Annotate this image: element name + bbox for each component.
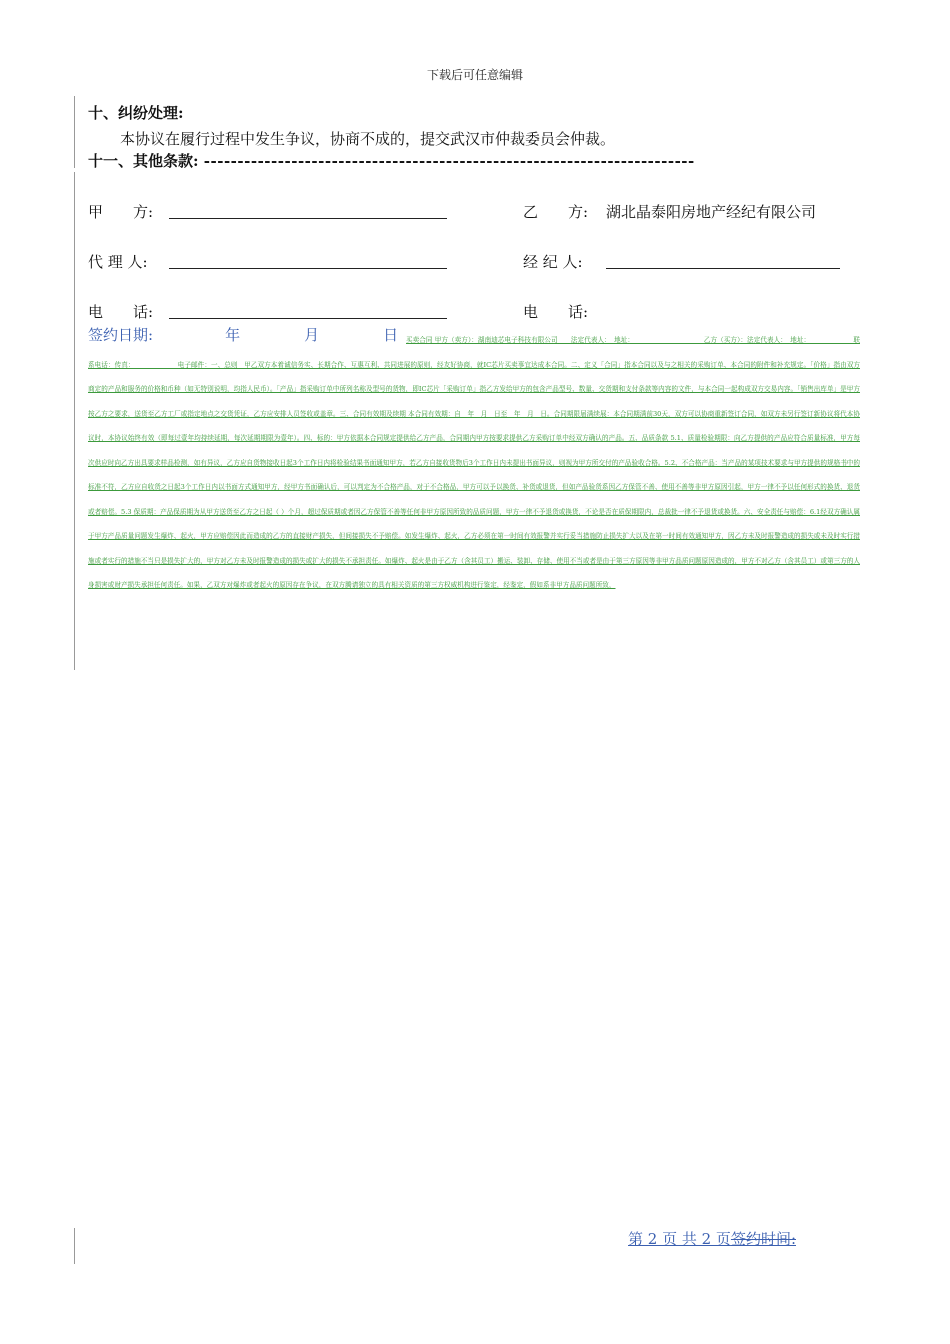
section11-title: 十一、其他条款: <box>88 152 199 170</box>
phone-b-label: 电 话: <box>523 303 589 321</box>
footer-sign-time: 签约时间: <box>730 1230 796 1248</box>
agent-label: 代 理 人: <box>88 253 148 271</box>
header-note: 下载后可任意编辑 <box>426 68 523 82</box>
broker-label: 经 纪 人: <box>523 253 583 271</box>
sign-date-year: 年 <box>225 326 241 344</box>
party-b-value: 湖北晶泰阳房地产经纪有限公司 <box>606 203 817 221</box>
party-b-label: 乙 方: <box>523 203 589 221</box>
section10-title: 十、纠纷处理: <box>88 104 184 122</box>
footer-page-number: 第 2 页 共 2 页 <box>628 1230 731 1248</box>
margin-line-body <box>74 172 75 670</box>
sign-date-month: 月 <box>304 326 320 344</box>
phone-a-label: 电 话: <box>88 303 154 321</box>
sign-date-day: 日 <box>383 326 399 344</box>
margin-line-top <box>74 96 75 168</box>
agent-signature-line[interactable] <box>169 254 447 269</box>
margin-line-footer <box>74 1228 75 1264</box>
party-a-label: 甲 方: <box>88 203 154 221</box>
footer-page-info <box>628 1228 796 1249</box>
sign-date-label: 签约日期: <box>88 326 154 344</box>
section11-title-row <box>88 150 695 171</box>
broker-signature-line[interactable] <box>606 254 840 269</box>
party-a-signature-line[interactable] <box>169 204 447 219</box>
section10-body: 本协议在履行过程中发生争议，协商不成的，提交武汉市仲裁委员会仲裁。 <box>120 130 616 148</box>
phone-a-line[interactable] <box>169 304 447 319</box>
section11-dashes: ------------------------------------------------------------------------- <box>203 152 695 170</box>
green-contract-text: 买卖合同 甲方（卖方）：湖南迪芯电子科技有限公司 法定代表人： 地址： 乙方（买方）：法定代表人： 地址： 联系电话：传真： 电子邮件：一、总则 甲乙双方本着诚信务实、长期合作、互惠互利、共同进展的原则，经友好协商，就IC芯片买卖事宜达成本合同。二、定义「合同」指本合同以及与之相关的采购订单、本合同的附件和补充规定。「价格」指由双方商定的产品和服务的价格和币种（如无特别说明，均指人民币）。「产品」指采购订单中所列名称及型号的货物，即IC芯片「采购订单」指乙方发给甲方的包含产品型号、数量、交货期和支付条款等内容的文件，与本合同一起构成双方交易内容。「销售出库单」是甲方按乙方之要求，送货至乙方工厂或指定地点之交货凭证，乙方应安排人员签收或盖章。三、合同有效期及续期 本合同有效期：自 年 月 日至 年 月 日。合同期限届满续展：本合同期满前30天，双方可以协商重新签订合同，如双方未另行签订新协议将代本协议时，本协议始终有效（即每过壹年均持续延期，每次延期期限为壹年）。四、标的：甲方依据本合同规定提供给乙方产品，合同期内甲方按要求提供乙方采购订单中经双方确认的产品。五、品质条款 5.1、质量检验期限：向乙方提供的产品应符合质量标准，甲方每次供应时向乙方出具要求样品检测，如有异议，乙方应自货物接收日起3个工作日内将检验结果书面通知甲方，若乙方自接收货物后3个工作日内未提出书面异议，则视为甲方所交付的产品验收合格。5.2、不合格产品：当产品的某项技术要求与甲方提供的规格书中的标准不符，乙方应自收货之日起3个工作日内以书面方式通知甲方，经甲方书面确认后，可以判定为不合格产品，对于不合格品，甲方可以予以换货、补货或退货，但如产品验货系因乙方保管不善、使用不善等非甲方原因引起，甲方一律不予以任何形式的换货、退货或者赔偿。5.3 保质期：产品保质期为从甲方送货至乙方之日起（ ）个月，超过保质期或者因乙方保管不善等任何非甲方原因所致的品质问题，甲方一律不予退货或换货，不论是否在质保期限内，总裁批一律不予退货或换货。六、安全责任与赔偿：6.1经双方确认属于甲方产品质量问题发生爆炸、起火，甲方应赔偿因此而造成的乙方的直接财产损失，但间接损失不予赔偿。如发生爆炸、起火，乙方必须在第一时间有效报警并实行妥当措施防止损失扩大以及在第一时间有效通知甲方，因乙方未及时报警造成的损失或未及时实行措施或者实行的措施不当只是损失扩大的，甲方对乙方未及时报警造成的损失或扩大的损失不承担责任。如爆炸、起火是由于乙方（含其员工）搬运、装卸、存储、使用不当或者是由于第三方原因等非甲方品质问题原因造成的，甲方不对乙方（含其员工）或第三方的人身损害或财产损失承担任何责任。如果，乙双方对爆炸或者起火的原因存在争议，在双方腾请独立的具有相关资质的第三方权威机构进行鉴定，经鉴定，假如系非甲方品质问题所致， <box>88 336 860 589</box>
